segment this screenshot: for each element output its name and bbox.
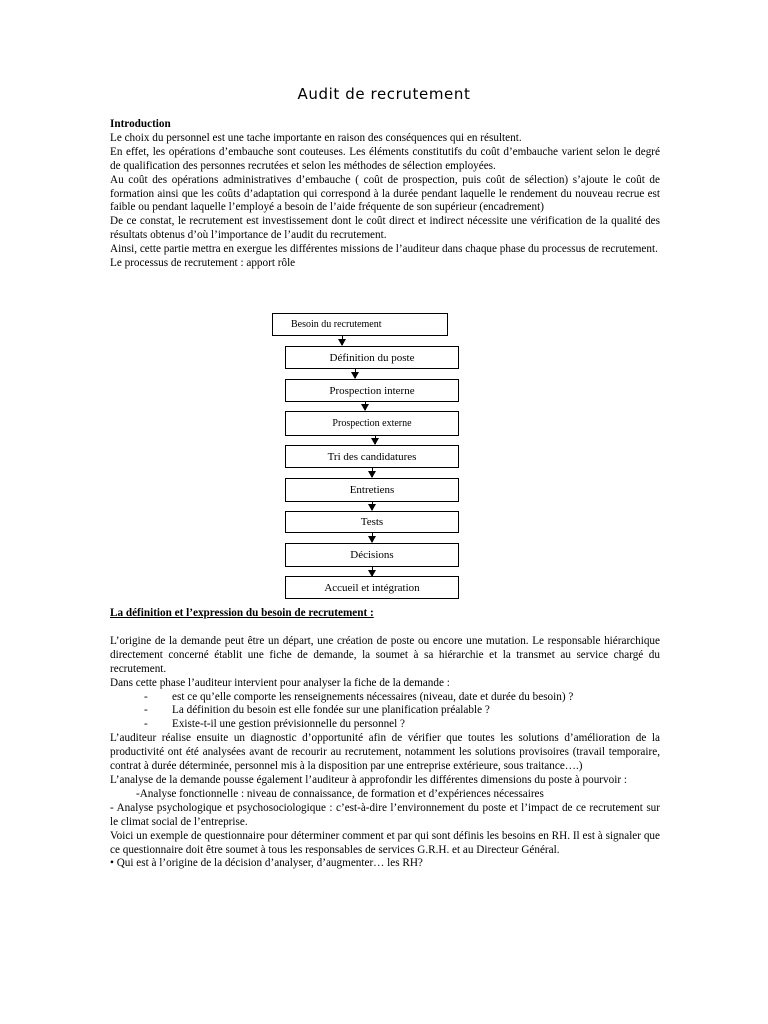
audit-questions-list bbox=[110, 691, 660, 733]
question-line: • Qui est à l’origine de la décision d’analyser, d’augmenter… les RH? bbox=[110, 857, 423, 870]
body-paragraph: L’auditeur réalise ensuite un diagnostic d’opportunité afin de vérifier que toutes les solutions d’amélioration de la productivité ont été analysées avant de recourir au recrutement, notamment les solutions provisoires (travail temporaire, contrat à durée déterminée, personnel mis à la disposition par une entreprise extérieure, sous traitance….) bbox=[110, 732, 660, 773]
list-item: - La définition du besoin est elle fondée sur une planification préalable ? bbox=[144, 704, 490, 717]
flow-arrow bbox=[372, 502, 373, 510]
body-paragraph: L’origine de la demande peut être un départ, une création de poste ou encore une mutation. Le responsable hiérarchique directement concerné établit une fiche de demande, la soumet à sa hiérarchie et la transmet au service chargé du recrutement. bbox=[110, 634, 660, 675]
intro-paragraph: En effet, les opérations d’embauche sont couteuses. Les éléments constitutifs du coût d’embauche varient selon le degré de qualification des personnes recrutées et selon les méthodes de sélection employées. bbox=[110, 145, 660, 172]
flow-step-entretiens: Entretiens bbox=[285, 478, 459, 502]
flow-step-besoin: Besoin du recrutement bbox=[272, 313, 448, 336]
flow-arrow bbox=[355, 369, 356, 378]
body-paragraph: Dans cette phase l’auditeur intervient pour analyser la fiche de la demande : bbox=[110, 676, 450, 689]
intro-paragraph: De ce constat, le recrutement est investissement dont le coût direct et indirect nécessite une vérification de la qualité des résultats obtenus d’où l’importance de l’audit du recrutement. bbox=[110, 215, 660, 242]
section-heading: La définition et l’expression du besoin de recrutement : bbox=[110, 607, 374, 619]
bullet-dash: - bbox=[144, 704, 148, 717]
body-paragraph: L’analyse de la demande pousse également l’auditeur à approfondir les différentes dimensions du poste à pourvoir : bbox=[110, 773, 627, 786]
flow-arrow bbox=[372, 468, 373, 477]
page-title: Audit de recrutement bbox=[297, 85, 471, 103]
introduction-heading: Introduction bbox=[110, 118, 171, 130]
intro-paragraph: Ainsi, cette partie mettra en exergue les différentes missions de l’auditeur dans chaque phase du processus de recrutement. bbox=[110, 243, 658, 256]
body-paragraph: - Analyse psychologique et psychosociologique : c’est-à-dire l’environnement du poste et l’impact de ce recrutement sur le climat social de l’entreprise. bbox=[110, 801, 660, 828]
flow-arrow bbox=[342, 336, 343, 345]
flow-step-prospection-externe: Prospection externe bbox=[285, 411, 459, 436]
flow-arrow bbox=[365, 402, 366, 410]
besoin-section bbox=[110, 607, 660, 871]
intro-paragraph: Le choix du personnel est une tache importante en raison des conséquences qui en résultent. bbox=[110, 131, 522, 144]
bullet-dash: - bbox=[144, 718, 148, 731]
flow-arrow bbox=[372, 567, 373, 576]
bullet-dash: - bbox=[144, 690, 148, 703]
flow-step-definition: Définition du poste bbox=[285, 346, 459, 369]
body-paragraph: Voici un exemple de questionnaire pour déterminer comment et par qui sont définis les besoins en RH. Il est à signaler que ce questionnaire doit être soumet à tous les responsables de services G.R.H. et au Directeur Général. bbox=[110, 829, 660, 856]
process-label: Le processus de recrutement : apport rôle bbox=[110, 257, 296, 270]
list-item: - Existe-t-il une gestion prévisionnelle du personnel ? bbox=[144, 718, 406, 731]
flow-step-decisions: Décisions bbox=[285, 543, 459, 567]
list-item: - est ce qu’elle comporte les renseignements nécessaires (niveau, date et durée du besoin) ? bbox=[144, 690, 574, 703]
body-paragraph: -Analyse fonctionnelle : niveau de connaissance, de formation et d’expériences nécessaires bbox=[136, 787, 544, 800]
flow-step-accueil: Accueil et intégration bbox=[285, 576, 459, 599]
introduction-section bbox=[110, 118, 660, 271]
flow-step-tri: Tri des candidatures bbox=[285, 445, 459, 468]
flow-arrow bbox=[372, 533, 373, 542]
intro-paragraph: Au coût des opérations administratives d’embauche ( coût de prospection, puis coût de sélection) s’ajoute le coût de formation ainsi que les coûts d’adaptation qui correspond à la durée pendant laquelle le rendement du nouveau recrue est faible ou pendant laquelle l’employé a besoin de l’aide fréquente de son supérieur (encadrement) bbox=[110, 173, 660, 214]
flow-arrow bbox=[375, 436, 376, 444]
flow-step-tests: Tests bbox=[285, 511, 459, 533]
flow-step-prospection-interne: Prospection interne bbox=[285, 379, 459, 402]
bullet-dot-icon: • bbox=[110, 857, 114, 870]
